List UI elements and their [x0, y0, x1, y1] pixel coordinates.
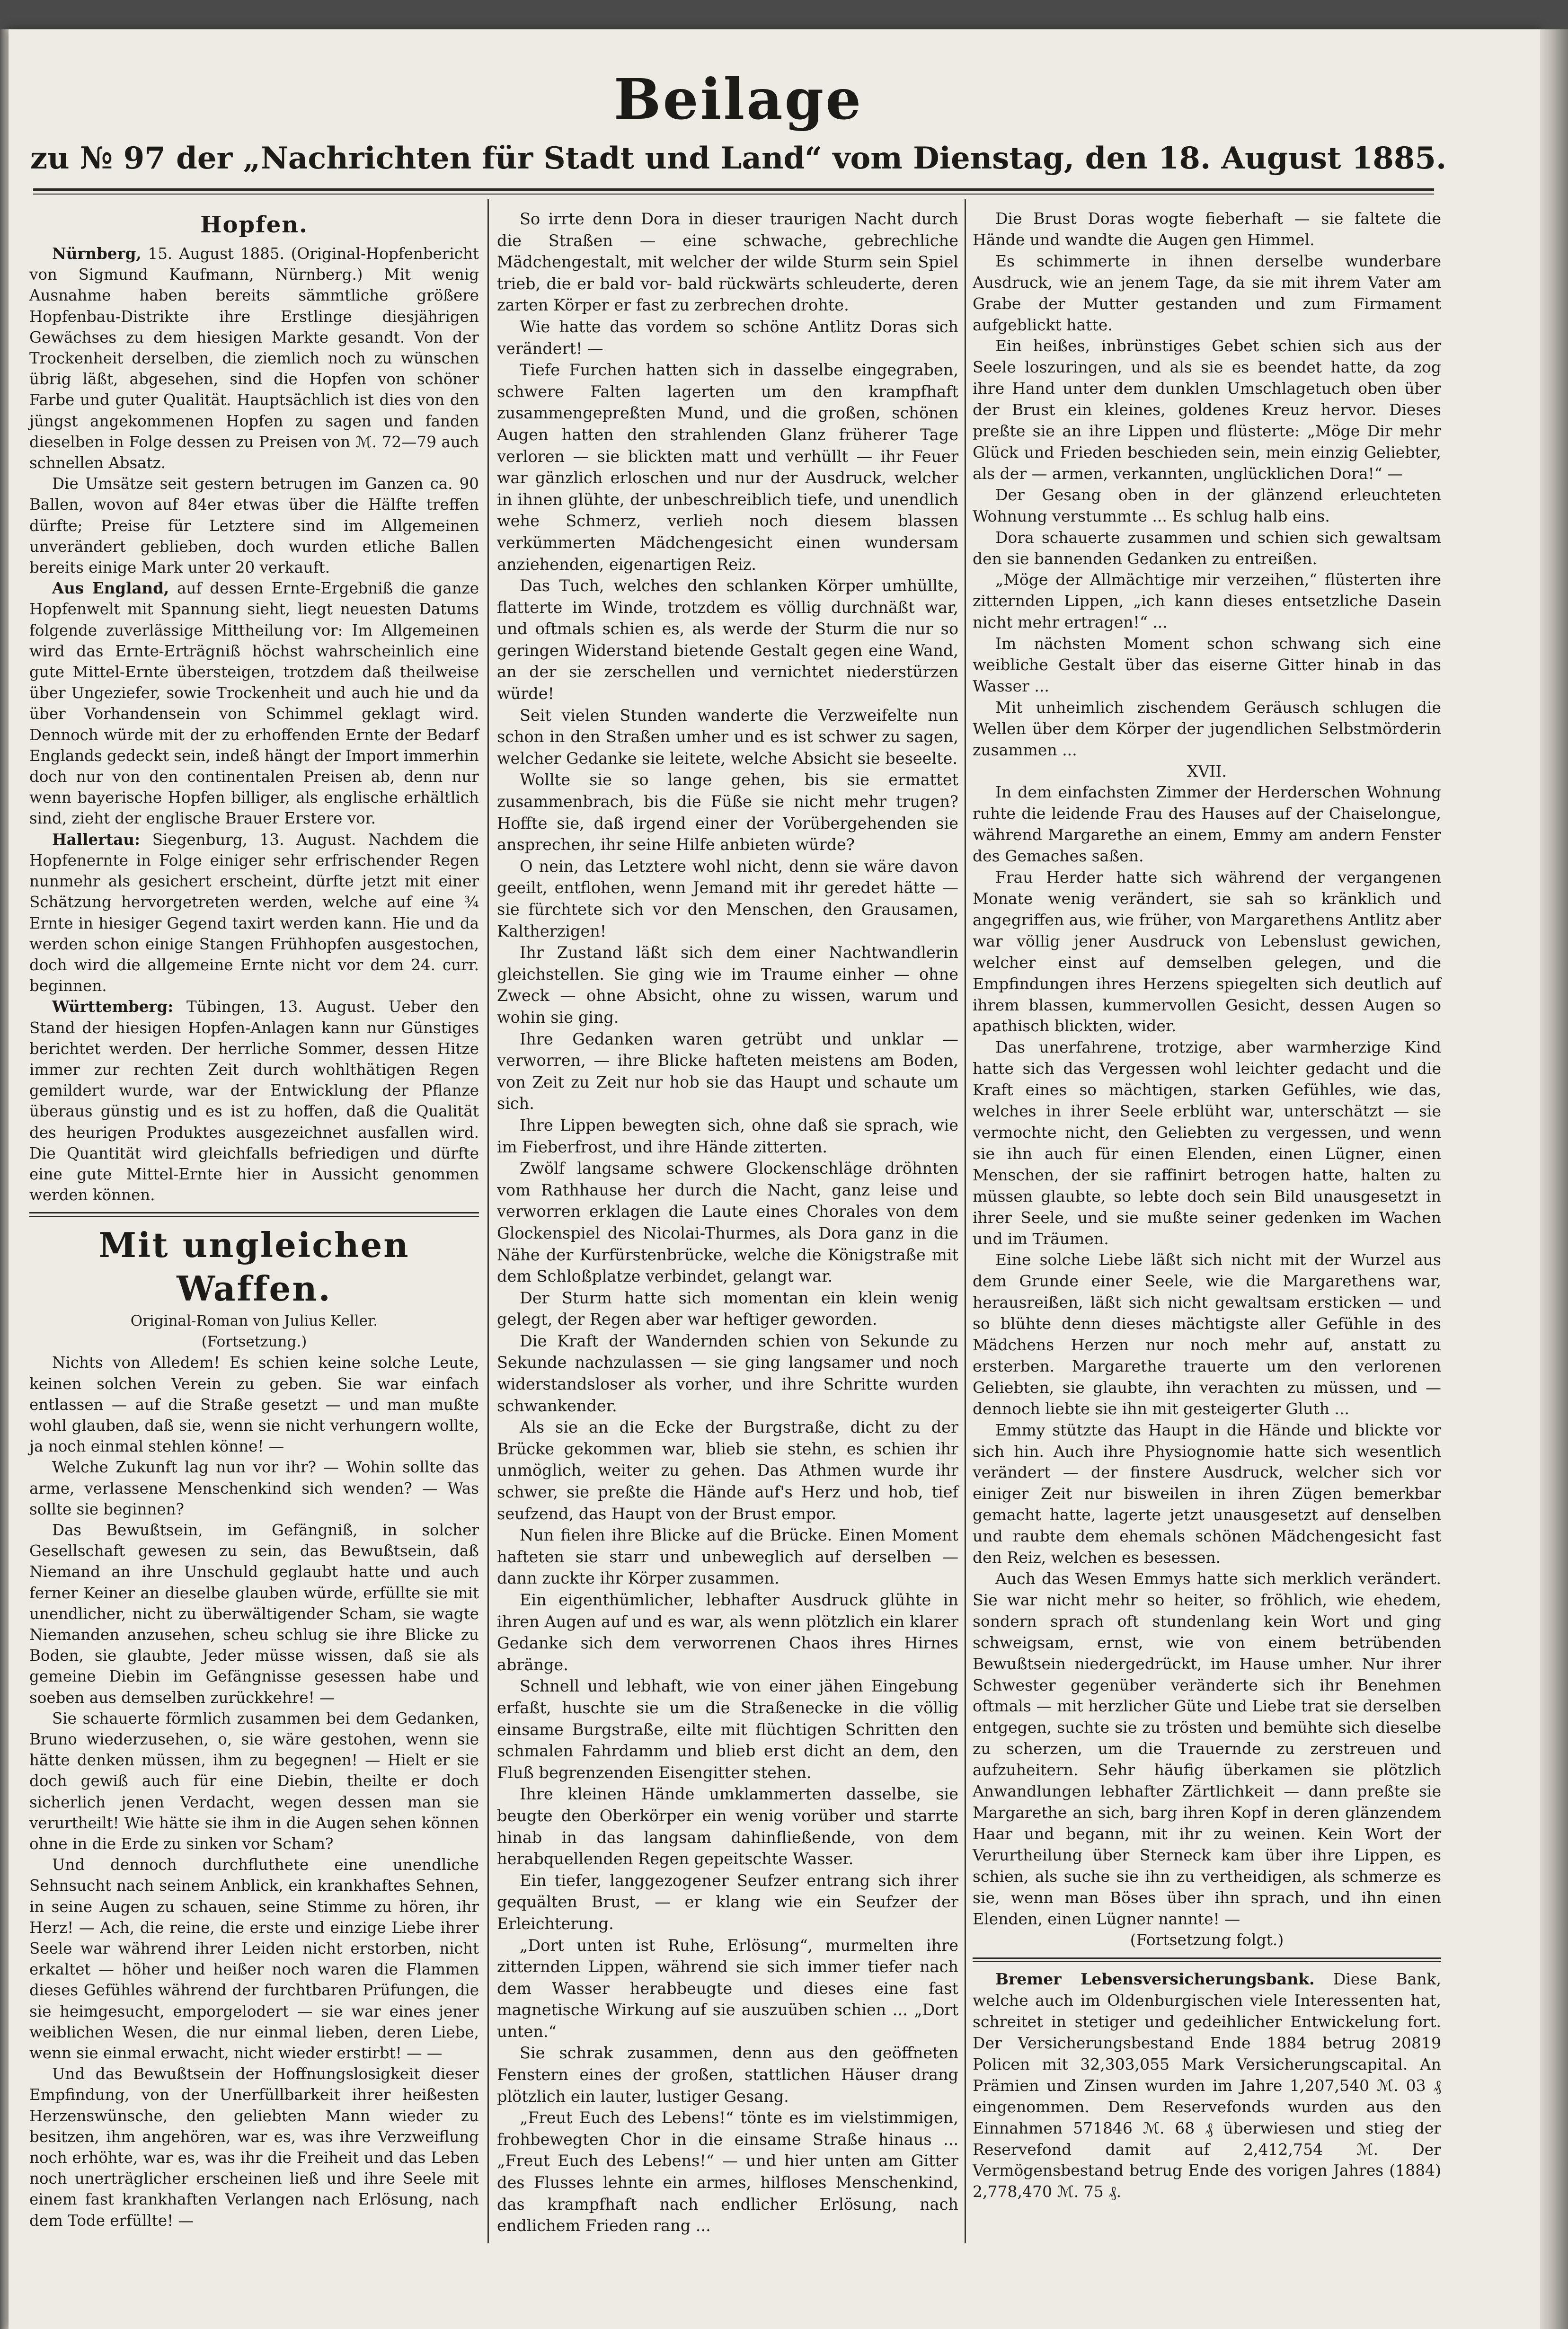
novel-paragraph: O nein, das Letztere wohl nicht, denn sie wäre davon geeilt, entflohen, wenn Jemand mit ihr geredet hätte — sie fürchtete sich vor den Menschen, den Grausamen, Kaltherzigen!	[497, 857, 958, 940]
paragraph-text: Diese Bank, welche auch im Oldenburgischen viele Interessenten hat, schreitet in stetiger und gedeihlicher Entwickelung fort. Der Versicherungsbestand Ende 1884 betrug 20819 Policen mit 32,303,055 Mark Versicherungscapital. An Prämien und Zinsen wurden im Jahre 1,207,540 ℳ. 03 ₰ eingenommen. Dem Reservefonds wurden aus den Einnahmen 571846 ℳ. 68 ₰ überwiesen und stieg der Reservefond damit auf 2,412,754 ℳ. Der Vermögensbestand betrug Ende des vorigen Jahres (1884) 2,778,470 ℳ. 75 ₰.	[973, 1970, 1441, 2201]
novel-paragraph: Mit unheimlich zischendem Geräusch schlugen die Wellen über dem Körper der jugendlichen Selbstmörderin zusammen ...	[973, 698, 1441, 759]
novel-paragraph: Wie hatte das vordem so schöne Antlitz Doras sich verändert! —	[497, 317, 958, 358]
novel-paragraph: Und dennoch durchfluthete eine unendliche Sehnsucht nach seinem Anblick, ein krankhaftes Sehnen, in seine Augen zu schauen, seine Stimme zu hören, ihr Herz! — Ach, die reine, die erste und einzige Liebe ihrer Seele war während ihrer Leiden nicht erstorben, nicht erkaltet — höher und heißer noch waren die Flammen dieses Gefühles während der furchtbaren Prüfungen, die sie heimgesucht, emporgelodert — sie war eines jener weiblichen Wesen, die nur einmal lieben, deren Liebe, wenn sie einmal erwacht, nicht wieder erstirbt! — —	[29, 1856, 479, 2063]
novel-title: Mit ungleichen Waffen.	[98, 1225, 410, 1309]
novel-paragraph: Das Tuch, welches den schlanken Körper umhüllte, flatterte im Winde, trotzdem es völlig durchnäßt war, und oftmals schien es, als werde der Sturm die nur so geringen Widerstand bietende Gestalt gegen eine Wand, an der sie zerschellen und vernichtet niederstürzen würde!	[497, 576, 958, 703]
novel-paragraph: Emmy stützte das Haupt in die Hände und blickte vor sich hin. Auch ihre Physiognomie hatte sich wesentlich verändert — der finstere Ausdruck, welcher sich vor einiger Zeit nur bisweilen in ihren Zügen bemerkbar gemacht hatte, lagerte jetzt unausgesetzt auf denselben und raubte dem ehemals schönen Mädchengesicht fast den Reiz, welchen es besessen.	[973, 1420, 1441, 1567]
paragraph-text: auf dessen Ernte-Ergebniß die ganze Hopfenwelt mit Spannung sieht, liegt neuesten Datums folgende zuverlässige Mittheilung vor: Im Allgemeinen wird das Ernte-Erträgniß höchst wahrscheinlich eine gute Mittel-Ernte übersteigen, trotzdem daß theilweise über Ungeziefer, sowie Trockenheit und auch hie und da über Vorhandensein von Schimmel geklagt wird. Dennoch würde mit der zu erhoffenden Ernte der Bedarf Englands gedeckt sein, indeß hängt der Import immerhin doch nur von den continentalen Preisen ab, denn nur wenn bayerische Hopfen billiger, als englische erhältlich sind, zieht der englische Brauer Erstere vor.	[29, 579, 479, 828]
novel-paragraph: Der Gesang oben in der glänzend erleuchteten Wohnung verstummte ... Es schlug halb eins.	[973, 485, 1441, 525]
hopfen-paragraph	[29, 829, 479, 997]
column-1	[29, 208, 479, 2231]
novel-paragraph: Und das Bewußtsein der Hoffnungslosigkeit dieser Empfindung, von der Unerfüllbarkeit ihrer heißesten Herzenswünsche, den geliebten Mann wieder zu besitzen, ihm angehören, war es, was ihre Verzweiflung noch erhöhte, war es, was ihr die Freiheit und das Leben noch unerträglicher erscheinen ließ und ihre Seele mit einem fast krankhaften Verlangen nach Erlösung, nach dem Tode erfüllte! —	[29, 2065, 479, 2230]
hopfen-paragraph	[29, 243, 479, 473]
dateline: Hallertau:	[52, 830, 140, 849]
novel-paragraph: Ihr Zustand läßt sich dem einer Nachtwandlerin gleichstellen. Sie ging wie im Traume einher — ohne Zweck — ohne Absicht, ohne zu wissen, warum und wohin sie ging.	[497, 943, 958, 1027]
novel-paragraph: Auch das Wesen Emmys hatte sich merklich verändert. Sie war nicht mehr so heiter, so fröhlich, wie ehedem, sondern sprach oft stundenlang kein Wort und ging schweigsam, ernst, wie von einem betrübenden Bewußtsein niedergedrückt, im Hause umher. Nur ihrer Schwester gegenüber veränderte sich ihr Benehmen oftmals — mit herzlicher Güte und Liebe trat sie derselben entgegen, suchte sie zu trösten und bemühte sich dieselbe zu scherzen, um die Trauernde zu zerstreuen und aufzuheitern. Sehr häufig überkamen sie plötzlich Anwandlungen lebhafter Zärtlichkeit — dann preßte sie Margarethe an sich, barg ihren Kopf in deren glänzendem Haar und begann, mit ihr zu weinen. Kein Wort der Verurtheilung über Sterneck kam über ihre Lippen, es schien, als suche sie ihn zu vertheidigen, als schmerze es sie, wenn man Böses über ihn sprach, und ihn einen Elenden, einen Lügner nannte! —	[973, 1569, 1441, 1928]
novel-paragraph: „Dort unten ist Ruhe, Erlösung“, murmelten ihre zitternden Lippen, während sie sich immer tiefer nach dem Wasser herabbeugte und dieses eine fast magnetische Wirkung auf sie auszuüben schien ... „Dort unten.“	[497, 1936, 958, 2041]
novel-paragraph: Frau Herder hatte sich während der vergangenen Monate wenig verändert, sie sah so kränklich und angegriffen aus, wie früher, von Margarethens Antlitz aber war völlig jener Ausdruck von Lebenslust gewichen, welcher einst auf demselben gelegen, und die Empfindungen ihres Herzens spiegelten sich deutlich auf ihrem blassen, kummervollen Gesicht, dessen Augen so apathisch blickten, wider.	[973, 868, 1441, 1036]
novel-paragraph: Wollte sie so lange gehen, bis sie ermattet zusammenbrach, bis die Füße sie nicht mehr trugen? Hoffte sie, daß irgend einer der Vorübergehenden sie ansprechen, ihr seine Hilfe anbieten würde?	[497, 770, 958, 854]
novel-paragraph: „Möge der Allmächtige mir verzeihen,“ flüsterten ihre zitternden Lippen, „ich kann dieses entsetzliche Dasein nicht mehr ertragen!“ ...	[973, 570, 1441, 632]
bremer-paragraph	[973, 1969, 1441, 2203]
dateline: Aus England,	[52, 579, 169, 598]
novel-paragraph: Ein heißes, inbrünstiges Gebet schien sich aus der Seele loszuringen, und als sie es beendet hatte, da zog ihre Hand unter dem dunklen Umschlagetuch oben über der Brust ein kleines, goldenes Kreuz hervor. Dieses preßte sie an ihre Lippen und flüsterte: „Möge Dir mehr Glück und Frieden beschieden sein, mein einzig Geliebter, als der — armen, verkannten, unglücklichen Dora!“ —	[973, 337, 1441, 483]
section-rule	[29, 1212, 479, 1217]
hopfen-heading: Hopfen.	[200, 212, 308, 238]
masthead-title: Beilage	[613, 66, 863, 132]
novel-paragraph: Ihre kleinen Hände umklammerten dasselbe, sie beugte den Oberkörper ein wenig vorüber und starrte hinab in das langsam dahinfließende, von dem herabquellenden Regen gepeitschte Wasser.	[497, 1785, 958, 1869]
novel-paragraph: Ein eigenthümlicher, lebhafter Ausdruck glühte in ihren Augen auf und es war, als wenn plötzlich ein klarer Gedanke sich dem verworrenen Chaos ihres Hirnes abränge.	[497, 1591, 958, 1674]
novel-paragraph: Die Kraft der Wandernden schien von Sekunde zu Sekunde nachzulassen — sie ging langsamer und noch widerstandsloser als vorher, und ihre Schritte wurden schwankender.	[497, 1331, 958, 1415]
novel-paragraph: Seit vielen Stunden wanderte die Verzweifelte nun schon in den Straßen umher und es ist schwer zu sagen, welcher Gedanke sie leitete, welche Absicht sie beseelte.	[497, 706, 958, 768]
novel-byline: Original-Roman von Julius Keller.	[130, 1312, 378, 1330]
masthead-rule	[33, 188, 1434, 195]
page-edge-right	[1540, 29, 1568, 2329]
hopfen-paragraph: Die Umsätze seit gestern betrugen im Ganzen ca. 90 Ballen, wovon auf 84er etwas über die Hälfte treffen dürfte; Preise für Letztere sind im Allgemeinen unverändert geblieben, doch wurden etliche Ballen bereits einige Mark unter 20 verkauft.	[29, 475, 479, 577]
novel-paragraph: Die Brust Doras wogte fieberhaft — sie faltete die Hände und wandte die Augen gen Himmel.	[973, 209, 1441, 249]
novel-paragraph: Der Sturm hatte sich momentan ein klein wenig gelegt, der Regen aber war heftiger geworden.	[497, 1288, 958, 1329]
novel-paragraph: Schnell und lebhaft, wie von einer jähen Eingebung erfaßt, huschte sie um die Straßenecke in die völlig einsame Burgstraße, eilte mit flüchtigen Schritten den schmalen Fahrdamm und blieb erst dicht an dem, den Fluß begrenzenden Eisengitter stehen.	[497, 1677, 958, 1782]
section-rule	[973, 1957, 1441, 1962]
paragraph-text: 15. August 1885. (Original-Hopfenbericht von Sigmund Kaufmann, Nürnberg.) Mit wenig Ausnahme haben bereits sämmtliche größere Hopfenbau-Distrikte ihre Erstlinge diesjährigen Gewächses zu dem hiesigen Markte gesandt. Von der Trockenheit derselben, die ziemlich noch zu wünschen übrig läßt, abgesehen, sind die Hopfen von schöner Farbe und guter Qualität. Hauptsächlich ist dies von den jüngst angekommenen Hopfen zu sagen und fanden dieselben in Folge dessen zu Preisen von ℳ. 72—79 auch schnellen Absatz.	[29, 245, 479, 472]
novel-paragraph: Das Bewußtsein, im Gefängniß, in solcher Gesellschaft gewesen zu sein, das Bewußtsein, daß Niemand an ihre Unschuld geglaubt hatte und auch ferner Keiner an dieselbe glauben würde, erfüllte sie mit unendlicher, nicht zu überwältigender Scham, sie wagte Niemanden anzusehen, scheu schlug sie ihre Blicke zu Boden, sie glaubte, Jeder müsse wissen, daß sie als gemeine Diebin im Gefängnisse gesessen habe und soeben aus demselben zurückkehre! —	[29, 1521, 479, 1707]
novel-continuation: (Fortsetzung.)	[201, 1333, 307, 1351]
novel-paragraph: So irrte denn Dora in dieser traurigen Nacht durch die Straßen — eine schwache, gebrechliche Mädchengestalt, mit welcher der wilde Sturm sein Spiel trieb, die er bald vor- bald rückwärts schleuderte, deren zarten Körper er fast zu zerbrechen drohte.	[497, 210, 958, 315]
hopfen-paragraph	[29, 996, 479, 1205]
novel-paragraph: Dora schauerte zusammen und schien sich gewaltsam den sie bannenden Gedanken zu entreißen.	[973, 528, 1441, 568]
column-2	[497, 208, 958, 2237]
novel-paragraph: Sie schrak zusammen, denn aus den geöffneten Fenstern eines der großen, stattlichen Häuser drang plötzlich ein lauter, lustiger Gesang.	[497, 2044, 958, 2106]
novel-paragraph: In dem einfachsten Zimmer der Herderschen Wohnung ruhte die leidende Frau des Hauses auf der Chaiselongue, während Margarethe an einem, Emmy am andern Fenster des Gemaches saßen.	[973, 783, 1441, 866]
novel-paragraph: Als sie an die Ecke der Burgstraße, dicht zu der Brücke gekommen war, blieb sie stehn, es schien ihr unmöglich, weiter zu gehen. Das Athmen wurde ihr schwer, sie preßte die Hände auf's Herz und hob, tief seufzend, das Haupt von der Brust empor.	[497, 1418, 958, 1523]
masthead	[28, 66, 1448, 185]
novel-paragraph: „Freut Euch des Lebens!“ tönte es im vielstimmigen, frohbewegten Chor in die einsame Straße hinaus ... „Freut Euch des Lebens!“ — und hier unten am Gitter des Flusses lehnte ein armes, hilfloses Menschenkind, das krampfhaft nach endlicher Erlösung, nach endlichem Frieden rang ...	[497, 2108, 958, 2235]
chapter-number: XVII.	[1187, 762, 1227, 780]
novel-paragraph: Welche Zukunft lag nun vor ihr? — Wohin sollte das arme, verlassene Menschenkind sich wenden? — Was sollte sie beginnen?	[29, 1458, 479, 1518]
column-3	[973, 208, 1441, 2203]
novel-paragraph: Es schimmerte in ihnen derselbe wunderbare Ausdruck, wie an jenem Tage, da sie mit ihrem Vater am Grabe der Mutter gestanden und zum Firmament aufgeblickt hatte.	[973, 251, 1441, 334]
novel-paragraph: Nichts von Alledem! Es schien keine solche Leute, keinen solchen Verein zu geben. Sie war einfach entlassen — auf die Straße gesetzt — und man mußte wohl glauben, daß sie, wenn sie nicht verhungern wollte, ja noch einmal stehlen könne! —	[29, 1354, 479, 1456]
novel-paragraph: Im nächsten Moment schon schwang sich eine weibliche Gestalt über das eiserne Gitter hinab in das Wasser ...	[973, 634, 1441, 695]
dateline: Nürnberg,	[52, 244, 142, 263]
novel-paragraph: Tiefe Furchen hatten sich in dasselbe eingegraben, schwere Falten lagerten um den krampfhaft zusammengepreßten Mund, und die großen, schönen Augen hatten den strahlenden Glanz früherer Tage verloren — sie blickten matt und verhüllt — ihr Feuer war gänzlich erloschen und nur der Ausdruck, welcher in ihnen glühte, der unbeschreiblich tiefe, und unendlich wehe Schmerz, verlieh noch diesem blassen verkümmerten Mädchengesicht einen wundersam anziehenden, eigenartigen Reiz.	[497, 361, 958, 574]
hopfen-paragraph	[29, 578, 479, 829]
novel-paragraph: Zwölf langsame schwere Glockenschläge dröhnten vom Rathhause her durch die Nacht, ganz leise und verworren erklagen die Laute eines Chorales von dem Glockenspiel des Nicolai-Thurmes, als Dora ganz in die Nähe der Kurfürstenbrücke, welche die Königstraße mit dem Schloßplatze verbindet, gelangt war.	[497, 1159, 958, 1286]
novel-paragraph: Eine solche Liebe läßt sich nicht mit der Wurzel aus dem Grunde einer Seele, wie die Margarethens war, herausreißen, läßt sich nicht gewaltsam ersticken — und so blühte denn dieses mächtigste aller Gefühle in des Mädchens Herzen nur noch mehr auf, anstatt zu ersterben. Margarethe trauerte um den verlorenen Geliebten, sie glaubte, ihn verachten zu müssen, und — dennoch liebte sie ihn mit gesteigerter Gluth ...	[973, 1250, 1441, 1418]
page-edge-left	[0, 29, 9, 2329]
bremer-heading: Bremer Lebensversicherungsbank.	[995, 1970, 1315, 1989]
masthead-subtitle: zu № 97 der „Nachrichten für Stadt und Land“ vom Dienstag, den 18. August 1885.	[30, 141, 1447, 176]
to-be-continued: (Fortsetzung folgt.)	[1130, 1931, 1284, 1949]
column-rule-1	[487, 199, 489, 2243]
paragraph-text: Tübingen, 13. August. Ueber den Stand der hiesigen Hopfen-Anlagen kann nur Günstiges berichtet werden. Der herrliche Sommer, dessen Hitze immer zur rechten Zeit durch wohlthätigen Regen gemildert wurde, war der Entwicklung der Pflanze überaus günstig und es ist zu hoffen, daß die Qualität des heurigen Produktes ausgezeichnet ausfallen wird. Die Quantität wird gleichfalls befriedigen und dürfte eine gute Mittel-Ernte hier in Aussicht genommen werden können.	[29, 998, 479, 1204]
paragraph-text: Siegenburg, 13. August. Nachdem die Hopfenernte in Folge einiger sehr erfrischender Regen nunmehr als gesichert erscheint, dürfte jetzt mit einer Schätzung hervorgetreten werden, welche auf eine ¾ Ernte in hiesiger Gegend taxirt werden kann. Hie und da werden schon einige Stangen Frühhopfen ausgestochen, doch wird die allgemeine Ernte nicht vor dem 24. curr. beginnen.	[29, 830, 479, 995]
novel-paragraph: Das unerfahrene, trotzige, aber warmherzige Kind hatte sich das Vergessen wohl leichter gedacht und die Kraft eines so mächtigen, starken Gefühles, wie das, welches in ihrer Seele erblüht war, unterschätzt — sie vermochte nicht, den Geliebten zu vergessen, und wenn sie ihn auch für einen Elenden, einen Lügner, einen Menschen, der sie raffinirt betrogen hatte, halten zu müssen glaubte, so lebte doch sein Bild unausgesetzt in ihrer Seele, und sie mußte seiner gedenken im Wachen und im Träumen.	[973, 1038, 1441, 1248]
novel-paragraph: Nun fielen ihre Blicke auf die Brücke. Einen Moment hafteten sie starr und unbeweglich auf derselben — dann zuckte ihr Körper zusammen.	[497, 1526, 958, 1588]
column-rule-2	[965, 199, 966, 2243]
novel-paragraph: Ein tiefer, langgezogener Seufzer entrang sich ihrer gequälten Brust, — er klang wie ein Seufzer der Erleichterung.	[497, 1871, 958, 1933]
dateline: Württemberg:	[52, 997, 174, 1016]
novel-paragraph: Sie schauerte förmlich zusammen bei dem Gedanken, Bruno wiederzusehen, o, sie wäre gestohen, wenn sie hätte denken müssen, ihm zu begegnen! — Hielt er sie doch gewiß auch für eine Diebin, theilte er doch sicherlich jenen Verdacht, wegen dessen man sie verurtheilt! Wie hätte sie ihm in die Augen sehen können ohne in die Erde zu sinken vor Scham?	[29, 1709, 479, 1853]
novel-paragraph: Ihre Lippen bewegten sich, ohne daß sie sprach, wie im Fieberfrost, und ihre Hände zitterten.	[497, 1116, 958, 1156]
novel-paragraph: Ihre Gedanken waren getrübt und unklar — verworren, — ihre Blicke hafteten meistens am Boden, von Zeit zu Zeit nur hob sie das Haupt und schaute um sich.	[497, 1029, 958, 1113]
